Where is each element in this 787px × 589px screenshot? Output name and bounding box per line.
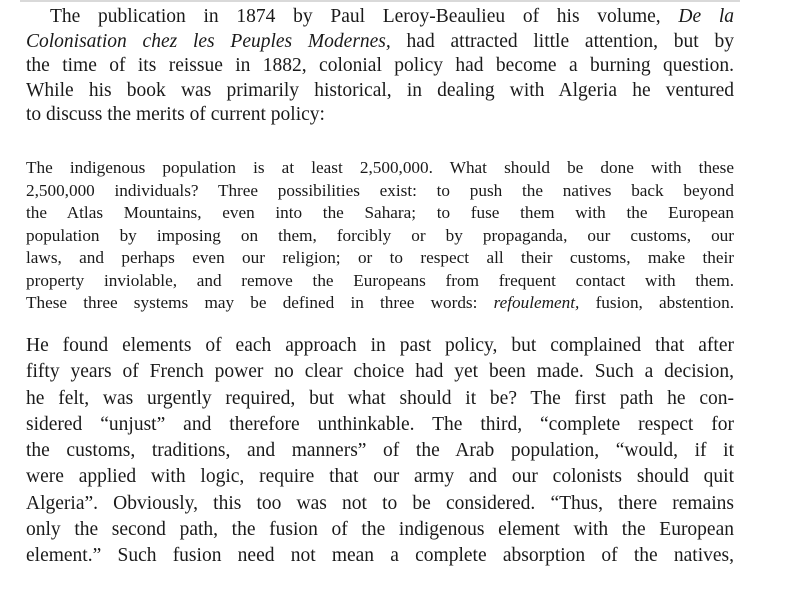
- quote-line-7-end: fusion, abstention.: [579, 293, 734, 312]
- intro-line-2-text: had attracted little attention, but by: [390, 30, 734, 52]
- body-line-5: the customs, traditions, and manners” of the Arab population, “would, if it: [26, 440, 734, 462]
- intro-line-1: [26, 5, 734, 30]
- body-line-7: Algeria”. Obviously, this too was not to be considered. “Thus, there remains: [26, 492, 734, 514]
- quote-line-6: property inviolable, and remove the Europeans from frequent contact with them.: [26, 270, 734, 290]
- quote-line-5: laws, and perhaps even our religion; or to respect all their customs, make their: [26, 248, 734, 267]
- intro-line-1-text: The publication in 1874 by Paul Leroy-Beaulieu of his volume,: [50, 6, 679, 27]
- intro-line-5: to discuss the merits of current policy:: [26, 104, 325, 126]
- body-line-8: only the second path, the fusion of the indigenous element with the European: [26, 519, 734, 541]
- quote-line-1: The indigenous population is at least 2,500,000. What should be done with these: [26, 158, 734, 177]
- body-line-9: element.” Such fusion need not mean a complete absorption of the natives,: [26, 545, 734, 567]
- body-line-4: sidered “unjust” and therefore unthinkable. The third, “complete respect for: [26, 413, 734, 435]
- body-line-1: He found elements of each approach in past policy, but complained that after: [26, 335, 734, 356]
- book-title-part-2: Colonisation chez les Peuples Modernes,: [26, 30, 391, 52]
- quote-line-2: 2,500,000 individuals? Three possibilities exist: to push the natives back beyond: [26, 180, 734, 200]
- quote-line-4: population by imposing on them, forcibly or by propaganda, our customs, our: [26, 225, 734, 245]
- book-title-part-1: De la: [678, 6, 735, 27]
- quote-line-3: the Atlas Mountains, even into the Sahara; to fuse them with the European: [26, 203, 734, 222]
- intro-line-4: While his book was primarily historical, in dealing with Algeria he ventured: [26, 79, 734, 101]
- cropped-previous-line: [20, 0, 740, 2]
- intro-paragraph: [26, 5, 734, 128]
- body-line-3: he felt, was urgently required, but what should it be? The first path he con-: [26, 387, 734, 409]
- body-line-6: were applied with logic, require that our army and our colonists should quit: [26, 466, 734, 488]
- refoulement-term: refoulement,: [493, 293, 580, 312]
- intro-line-2: [26, 30, 734, 55]
- body-line-2: fifty years of French power no clear choice had yet been made. Such a decision,: [26, 361, 734, 383]
- quote-line-7-text: These three systems may be defined in three words:: [26, 293, 494, 312]
- block-quote: [26, 157, 734, 315]
- body-paragraph: [26, 333, 734, 570]
- quote-line-7: [26, 292, 734, 315]
- intro-line-3: the time of its reissue in 1882, colonial policy had become a burning question.: [26, 55, 734, 77]
